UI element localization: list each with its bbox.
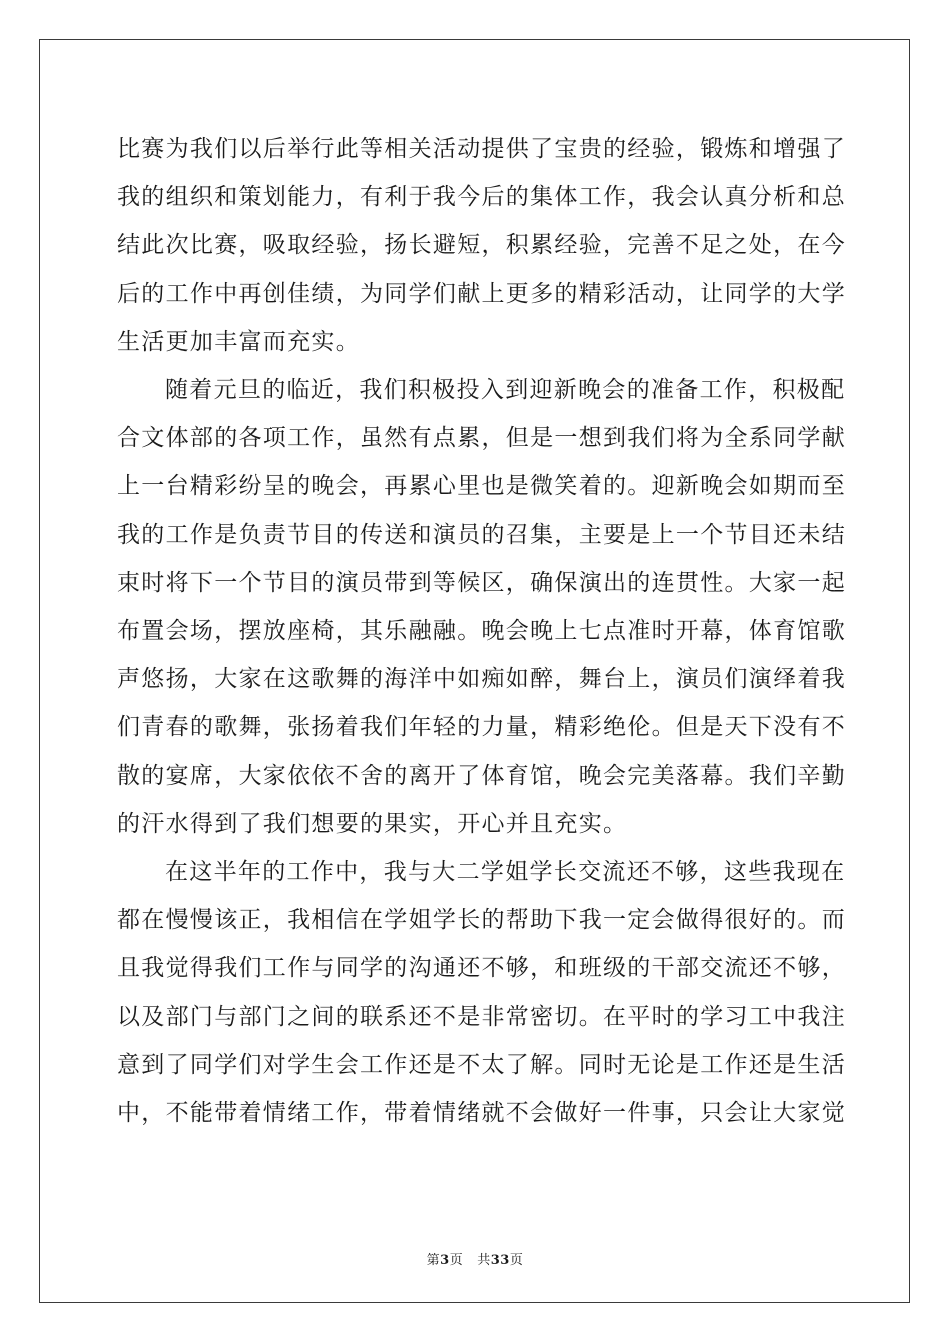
paragraph-1 — [117, 125, 846, 366]
text-line: 我的工作是负责节目的传送和演员的召集，主要是上一个节目还未结 — [117, 521, 846, 548]
text-line: 合文体部的各项工作，虽然有点累，但是一想到我们将为全系同学献 — [117, 425, 846, 452]
current-page-number: 3 — [440, 1253, 450, 1268]
text-line: 意到了同学们对学生会工作还是不太了解。同时无论是工作还是生活 — [117, 1051, 846, 1078]
text-line: 以及部门与部门之间的联系还不是非常密切。在平时的学习工中我注 — [117, 1003, 846, 1030]
page-footer — [0, 1249, 950, 1268]
text-line: 都在慢慢该正，我相信在学姐学长的帮助下我一定会做得很好的。而 — [117, 907, 846, 934]
text-line: 我的组织和策划能力，有利于我今后的集体工作，我会认真分析和总 — [117, 184, 846, 211]
text-line: 生活更加丰富而充实。 — [117, 328, 360, 355]
paragraph-2 — [117, 366, 846, 848]
text-line: 随着元旦的临近，我们积极投入到迎新晚会的准备工作，积极配 — [165, 377, 846, 404]
text-line: 散的宴席，大家依依不舍的离开了体育馆，晚会完美落幕。我们辛勤 — [117, 762, 846, 789]
page-suffix: 页 — [449, 1253, 464, 1268]
text-line: 在这半年的工作中，我与大二学姐学长交流还不够，这些我现在 — [165, 859, 846, 886]
text-line: 束时将下一个节目的演员带到等候区，确保演出的连贯性。大家一起 — [117, 569, 846, 596]
text-line: 结此次比赛，吸取经验，扬长避短，积累经验，完善不足之处，在今 — [117, 232, 846, 259]
text-line: 布置会场，摆放座椅，其乐融融。晚会晚上七点准时开幕，体育馆歌 — [117, 618, 846, 645]
paragraph-3 — [117, 848, 846, 1137]
total-suffix: 页 — [509, 1253, 524, 1268]
text-line: 比赛为我们以后举行此等相关活动提供了宝贵的经验，锻炼和增强了 — [117, 136, 846, 162]
text-line: 声悠扬，大家在这歌舞的海洋中如痴如醉，舞台上，演员们演绎着我 — [117, 666, 846, 693]
document-body — [117, 125, 846, 1137]
text-line: 上一台精彩纷呈的晚会，再累心里也是微笑着的。迎新晚会如期而至 — [117, 473, 846, 500]
text-line: 们青春的歌舞，张扬着我们年轻的力量，精彩绝伦。但是天下没有不 — [117, 714, 846, 741]
text-line: 且我觉得我们工作与同学的沟通还不够，和班级的干部交流还不够， — [117, 955, 846, 982]
text-line: 的汗水得到了我们想要的果实，开心并且充实。 — [117, 810, 628, 837]
total-pages-number: 33 — [490, 1253, 510, 1268]
text-line: 中，不能带着情绪工作，带着情绪就不会做好一件事，只会让大家觉 — [117, 1100, 846, 1127]
total-prefix: 共 — [477, 1253, 491, 1268]
text-line: 后的工作中再创佳绩，为同学们献上更多的精彩活动，让同学的大学 — [117, 280, 846, 307]
page-prefix: 第 — [426, 1253, 441, 1268]
